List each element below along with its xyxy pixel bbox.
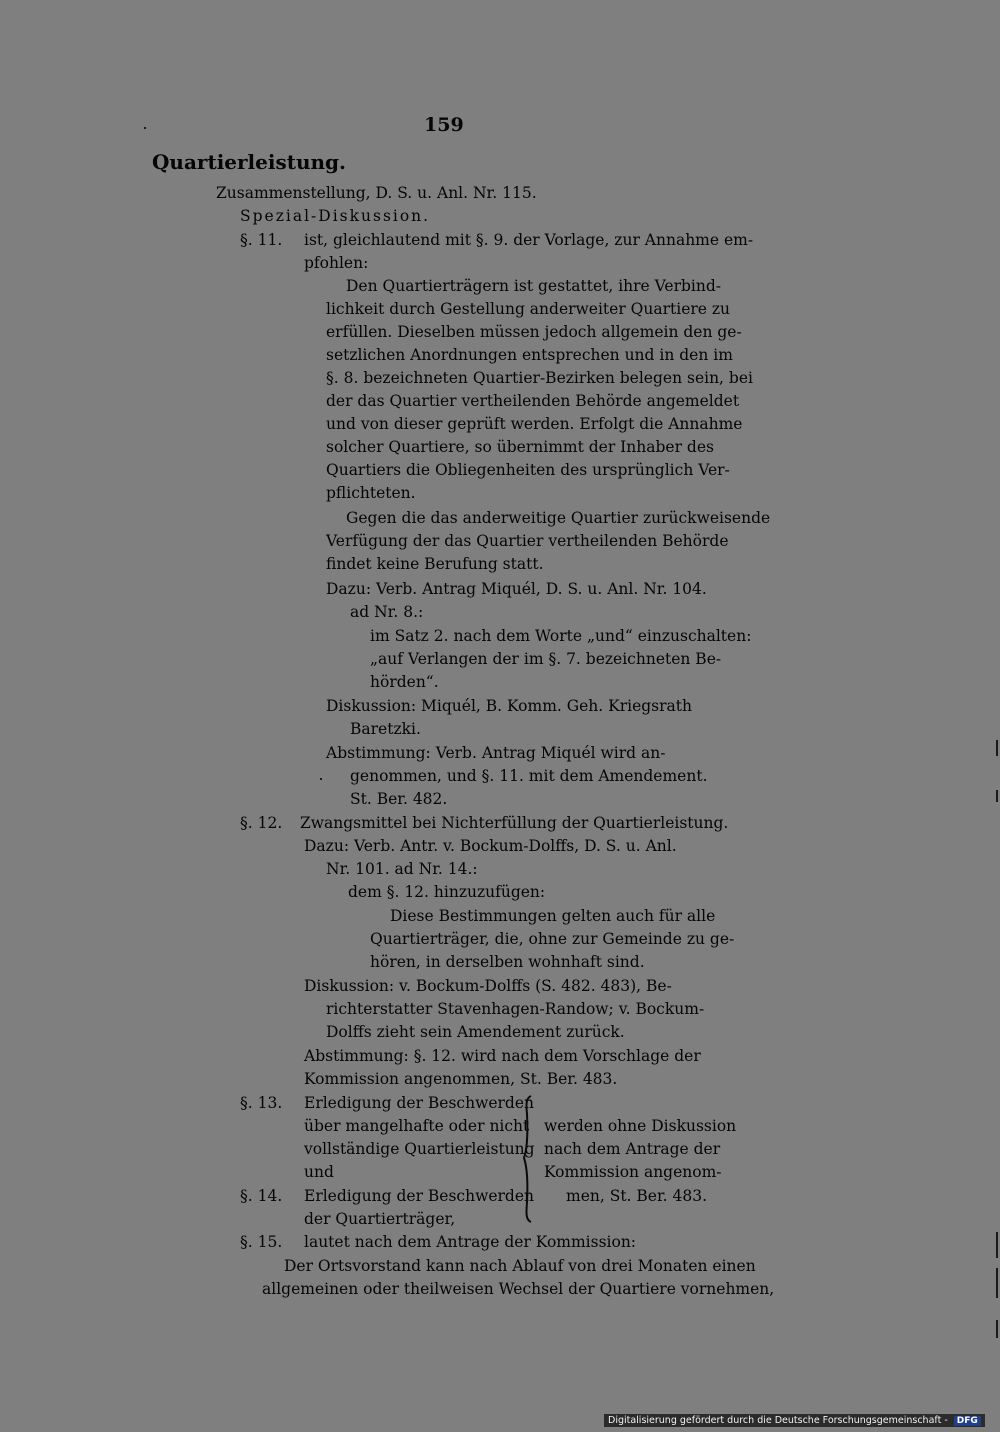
text-line: Kommission angenom- <box>544 1163 722 1181</box>
text-line: dem §. 12. hinzuzufügen: <box>348 883 546 901</box>
quote-line: §. 8. bezeichneten Quartier-Bezirken belegen sein, bei <box>326 369 753 387</box>
paragraph-number: §. 14. <box>240 1187 283 1205</box>
text-line: lautet nach dem Antrage der Kommission: <box>304 1233 637 1251</box>
text-line: Erledigung der Beschwerden <box>304 1094 535 1112</box>
quote-line: erfüllen. Dieselben müssen jedoch allgemein den ge- <box>326 323 742 341</box>
footer-text: Digitalisierung gefördert durch die Deutsche Forschungsgemeinschaft - <box>608 1415 948 1426</box>
text-line: Zusammenstellung, D. S. u. Anl. Nr. 115. <box>216 184 537 202</box>
text-line: im Satz 2. nach dem Worte „und“ einzuschalten: <box>370 627 752 645</box>
text-line: Kommission angenommen, St. Ber. 483. <box>304 1070 618 1088</box>
dfg-logo: DFG <box>954 1416 981 1426</box>
quote-line: und von dieser geprüft werden. Erfolgt die Annahme <box>326 415 743 433</box>
text-line: der Quartierträger, <box>304 1210 456 1228</box>
quote-line: solcher Quartiere, so übernimmt der Inhaber des <box>326 438 714 456</box>
text-line: Spezial-Diskussion. <box>240 207 431 225</box>
text-line: nach dem Antrage der <box>544 1140 721 1158</box>
quote-line: allgemeinen oder theilweisen Wechsel der Quartiere vornehmen, <box>262 1280 775 1298</box>
text-line: ist, gleichlautend mit §. 9. der Vorlage, zur Annahme em- <box>304 231 754 249</box>
quote-line: hören, in derselben wohnhaft sind. <box>370 953 645 971</box>
quote-line: lichkeit durch Gestellung anderweiter Quartiere zu <box>326 300 731 318</box>
quote-line: Der Ortsvorstand kann nach Ablauf von drei Monaten einen <box>284 1257 756 1275</box>
text-line: Abstimmung: Verb. Antrag Miquél wird an- <box>326 744 666 762</box>
text-line: Zwangsmittel bei Nichterfüllung der Quartierleistung. <box>300 814 729 832</box>
scan-edge-mark <box>996 740 998 756</box>
text-line: genommen, und §. 11. mit dem Amendement. <box>350 767 708 785</box>
quote-line: der das Quartier vertheilenden Behörde angemeldet <box>326 392 740 410</box>
text-line: Diskussion: v. Bockum-Dolffs (S. 482. 483), Be- <box>304 977 672 995</box>
quote-line: Verfügung der das Quartier vertheilenden Behörde <box>326 532 729 550</box>
text-line: Erledigung der Beschwerden <box>304 1187 535 1205</box>
quote-line: pflichteten. <box>326 484 416 502</box>
quote-line: setzlichen Anordnungen entsprechen und in den im <box>326 346 733 364</box>
text-line: Baretzki. <box>350 720 421 738</box>
quote-line: Den Quartierträgern ist gestattet, ihre Verbind- <box>346 277 722 295</box>
text-line: Dazu: Verb. Antrag Miquél, D. S. u. Anl. Nr. 104. <box>326 580 707 598</box>
curly-brace-icon <box>523 1094 537 1224</box>
text-line: Abstimmung: §. 12. wird nach dem Vorschlage der <box>304 1047 701 1065</box>
quote-line: Gegen die das anderweitige Quartier zurückweisende <box>346 509 771 527</box>
text-line: ad Nr. 8.: <box>350 603 424 621</box>
quote-line: Quartiers die Obliegenheiten des ursprünglich Ver- <box>326 461 730 479</box>
quote-line: Diese Bestimmungen gelten auch für alle <box>390 907 716 925</box>
text-line: über mangelhafte oder nicht <box>304 1117 530 1135</box>
paragraph-number: §. 11. <box>240 231 283 249</box>
text-line: men, St. Ber. 483. <box>566 1187 708 1205</box>
text-line: St. Ber. 482. <box>350 790 448 808</box>
scan-edge-mark <box>996 790 998 802</box>
text-line: werden ohne Diskussion <box>544 1117 737 1135</box>
scan-speck <box>144 127 146 129</box>
digitization-footer <box>604 1414 985 1427</box>
text-line: richterstatter Stavenhagen-Randow; v. Bockum- <box>326 1000 705 1018</box>
section-heading: Quartierleistung. <box>152 150 347 174</box>
paragraph-number: §. 12. <box>240 814 283 832</box>
text-line: vollständige Quartierleistung <box>304 1140 535 1158</box>
scan-speck <box>320 778 322 780</box>
paragraph-number: §. 13. <box>240 1094 283 1112</box>
text-line: „auf Verlangen der im §. 7. bezeichneten Be- <box>370 650 722 668</box>
text-line: Dazu: Verb. Antr. v. Bockum-Dolffs, D. S. u. Anl. <box>304 837 677 855</box>
text-line: Nr. 101. ad Nr. 14.: <box>326 860 478 878</box>
text-line: und <box>304 1163 334 1181</box>
quote-line: Quartierträger, die, ohne zur Gemeinde zu ge- <box>370 930 735 948</box>
scan-edge-mark <box>996 1232 998 1258</box>
page-number: 159 <box>424 114 464 136</box>
text-line: pfohlen: <box>304 254 369 272</box>
paragraph-number: §. 15. <box>240 1233 283 1251</box>
quote-line: findet keine Berufung statt. <box>326 555 544 573</box>
scan-edge-mark <box>996 1320 998 1338</box>
text-line: hörden“. <box>370 673 439 691</box>
text-line: Diskussion: Miquél, B. Komm. Geh. Kriegsrath <box>326 697 692 715</box>
text-line: Dolffs zieht sein Amendement zurück. <box>326 1023 625 1041</box>
scan-edge-mark <box>996 1268 998 1298</box>
